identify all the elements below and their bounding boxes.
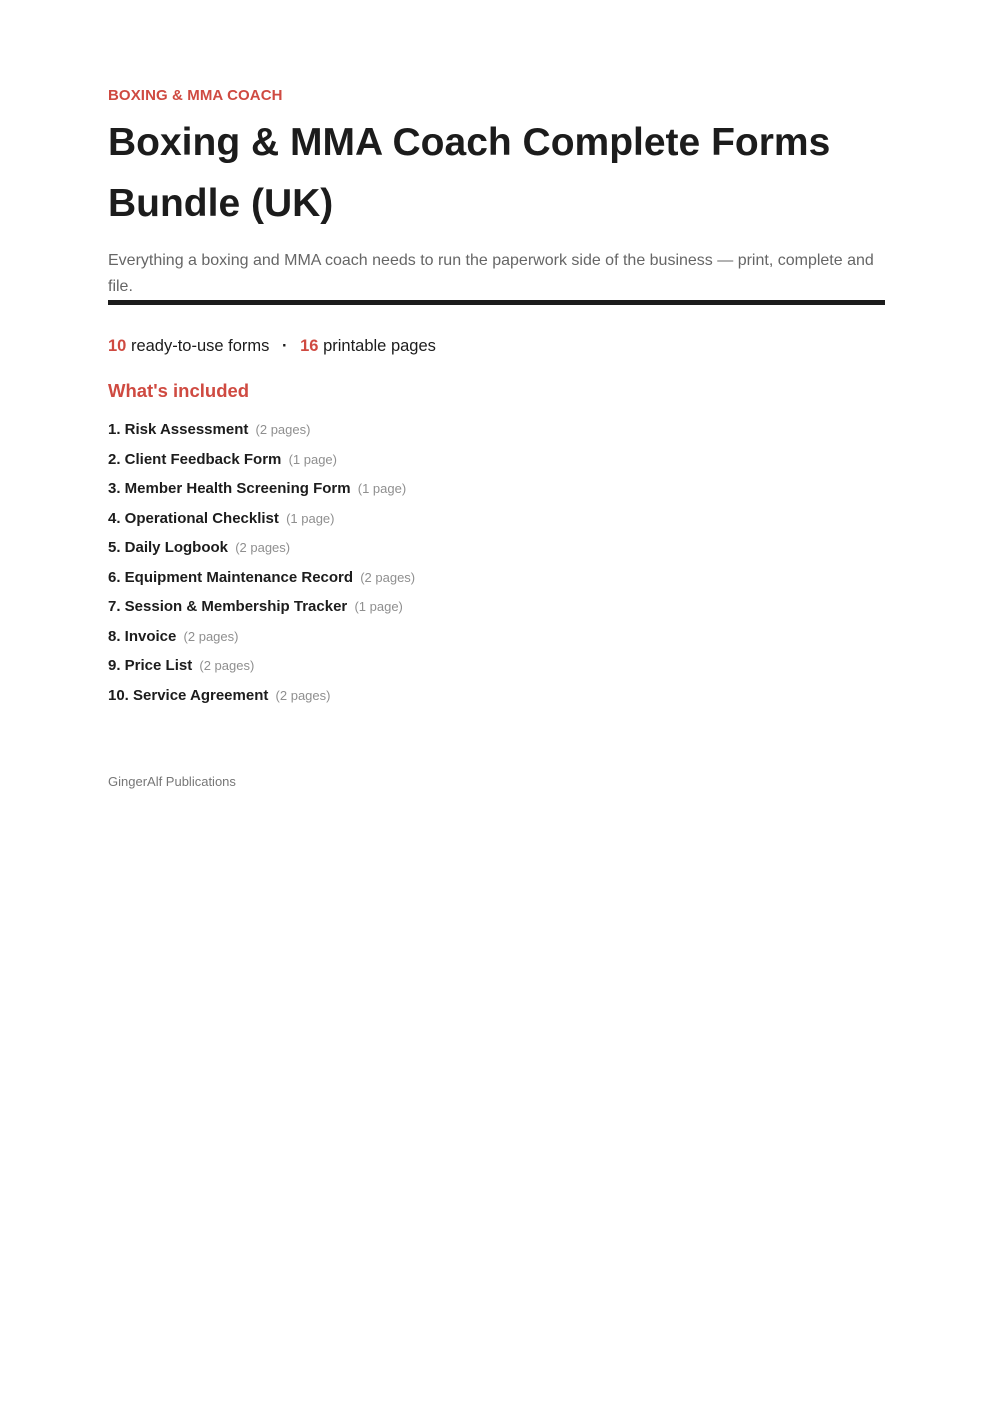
included-forms-list	[108, 419, 885, 707]
list-item	[108, 655, 885, 677]
page-title: Boxing & MMA Coach Complete Forms Bundle (UK)	[108, 121, 831, 225]
form-page-count: (1 page)	[357, 481, 407, 496]
form-name: 3. Member Health Screening Form	[108, 480, 351, 497]
list-item	[108, 567, 885, 589]
form-page-count: (2 pages)	[275, 687, 331, 703]
pages-label: printable pages	[323, 337, 436, 355]
form-page-count: (1 page)	[286, 510, 335, 526]
form-name: 2. Client Feedback Form	[108, 450, 282, 468]
pages-count: 16	[300, 337, 319, 355]
form-page-count: (2 pages)	[183, 628, 239, 644]
form-name: 6. Equipment Maintenance Record	[108, 568, 354, 586]
category-eyebrow: BOXING & MMA COACH	[108, 87, 283, 104]
list-item	[108, 537, 885, 559]
form-page-count: (1 page)	[354, 599, 403, 614]
page-subtitle: Everything a boxing and MMA coach needs to run the paperwork side of the business — print, complete and file.	[108, 252, 874, 295]
form-page-count: (2 pages)	[199, 658, 255, 673]
list-item	[108, 478, 885, 500]
list-item	[108, 419, 885, 441]
list-item	[108, 596, 885, 618]
form-name: 10. Service Agreement	[108, 686, 269, 704]
header-divider	[108, 300, 885, 305]
stats-separator: ·	[282, 337, 288, 355]
bundle-stats	[108, 335, 885, 357]
form-name: 1. Risk Assessment	[108, 421, 249, 438]
publisher-footer: GingerAlf Publications	[108, 773, 236, 789]
form-page-count: (2 pages)	[360, 569, 416, 585]
included-heading: What's included	[108, 380, 250, 401]
form-page-count: (2 pages)	[235, 540, 291, 555]
list-item	[108, 449, 885, 471]
form-name: 5. Daily Logbook	[108, 539, 229, 556]
form-name: 4. Operational Checklist	[108, 509, 279, 527]
list-item	[108, 626, 885, 648]
form-name: 7. Session & Membership Tracker	[108, 598, 348, 615]
form-page-count: (2 pages)	[255, 422, 311, 437]
list-item	[108, 685, 885, 707]
forms-label: ready-to-use forms	[130, 337, 270, 355]
forms-count: 10	[108, 337, 127, 355]
form-page-count: (1 page)	[288, 451, 337, 467]
form-name: 8. Invoice	[108, 627, 177, 645]
form-name: 9. Price List	[108, 657, 193, 674]
list-item	[108, 508, 885, 530]
